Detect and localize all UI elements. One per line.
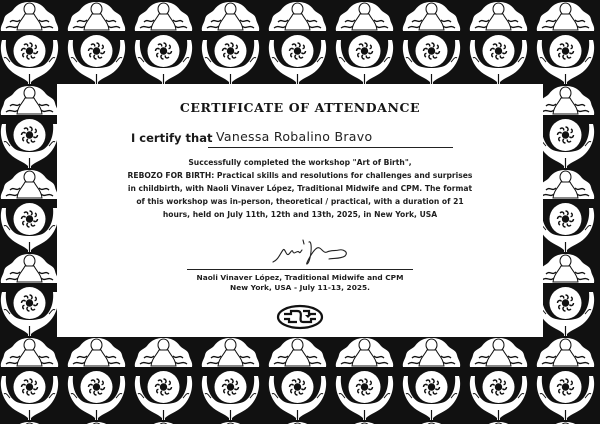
certificate-body <box>77 156 523 221</box>
signature-icon <box>233 232 373 268</box>
emblem-logo-icon <box>275 304 325 330</box>
body-line: Successfully completed the workshop "Art of Birth", <box>188 158 412 167</box>
body-line: in childbirth, with Naoli Vinaver López, Traditional Midwife and CPM. The format <box>127 184 473 193</box>
signer-name: Naoli Vinaver López, Traditional Midwife and CPM <box>196 273 404 282</box>
body-line: REBOZO FOR BIRTH: Practical skills and resolutions for challenges and surprises <box>127 171 473 180</box>
recipient-name: Vanessa Robalino Bravo <box>216 129 373 144</box>
certificate-panel <box>57 84 543 337</box>
recipient-name-field <box>208 127 453 148</box>
signer-location-date: New York, USA - July 11-13, 2025. <box>230 283 370 292</box>
signature-line <box>187 269 413 270</box>
body-line: hours, held on July 11th, 12th and 13th, 2025, in New York, USA <box>162 210 438 219</box>
body-line: of this workshop was in-person, theoretical / practical, with a duration of 21 <box>136 197 464 206</box>
certify-label: I certify that <box>131 131 213 145</box>
signer-block <box>57 273 543 293</box>
certificate-title: CERTIFICATE OF ATTENDANCE <box>179 100 421 115</box>
certify-row <box>131 127 461 151</box>
